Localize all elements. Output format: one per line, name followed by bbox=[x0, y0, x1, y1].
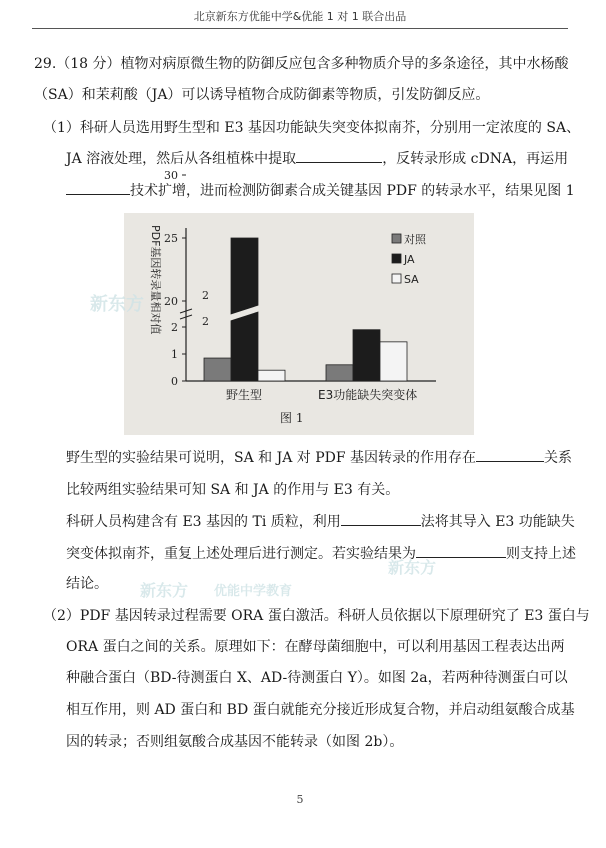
legend-swatch-sa bbox=[392, 274, 401, 283]
watermark-logo-1: 新东方 bbox=[90, 294, 144, 315]
bar-1-1 bbox=[353, 330, 380, 381]
y-tick-label: 1 bbox=[171, 348, 178, 361]
x-axis-labels bbox=[226, 387, 417, 402]
line-9-text-a: 突变体拟南芥，重复上述处理后进行测定。若实验结果为 bbox=[66, 546, 416, 562]
axis-break-label-2: 2 bbox=[202, 315, 209, 328]
answer-blank-3[interactable] bbox=[476, 447, 544, 462]
question-line-7: 比较两组实验结果可知 SA 和 JA 的作用与 E3 有关。 bbox=[66, 482, 400, 498]
x-label-wildtype: 野生型 bbox=[226, 388, 263, 402]
question-line-11: （2）PDF 基因转录过程需要 ORA 蛋白激活。科研人员依据以下原理研究了 E3 蛋白与 bbox=[43, 608, 590, 624]
answer-blank-4[interactable] bbox=[341, 511, 421, 526]
watermark-logo-2: 优能中学教育 bbox=[214, 584, 293, 599]
y-tick-label: 0 bbox=[171, 375, 178, 388]
legend-label-control: 对照 bbox=[404, 233, 426, 246]
page-number: 5 bbox=[296, 793, 304, 806]
legend bbox=[392, 232, 427, 286]
legend-label-ja: JA bbox=[404, 253, 415, 266]
question-line-4 bbox=[66, 148, 606, 169]
line-4-text-b: ，反转录形成 cDNA，再运用 bbox=[382, 151, 569, 167]
question-line-10: 结论。 bbox=[66, 576, 108, 592]
bar-1-2 bbox=[380, 342, 407, 381]
question-line-1: 29.（18 分）植物对病原微生物的防御反应包含多种物质介导的多条途径，其中水杨酸 bbox=[34, 56, 569, 72]
line-5-text: 技术扩增，进而检测防御素合成关键基因 PDF 的转录水平，结果见图 1 bbox=[130, 183, 575, 199]
y-axis-label: PDF基因转录量相对值 bbox=[149, 225, 162, 335]
answer-blank-2[interactable] bbox=[66, 180, 130, 195]
line-4-text-a: JA 溶液处理，然后从各组植株中提取 bbox=[66, 151, 297, 167]
y-tick-label: 20 bbox=[164, 295, 178, 308]
legend-label-sa: SA bbox=[404, 273, 419, 286]
y-tick-label: 2 bbox=[171, 321, 178, 334]
watermark-logo-4: 新东方 bbox=[388, 558, 437, 577]
page-header: 北京新东方优能中学&优能 1 对 1 联合出品 bbox=[193, 10, 407, 23]
line-6-text-b: 关系 bbox=[544, 450, 573, 466]
question-line-3: （1）科研人员选用野生型和 E3 基因功能缺失突变体拟南芥，分别用一定浓度的 SA、 bbox=[43, 120, 581, 136]
watermark-logo-3: 新东方 bbox=[140, 581, 189, 600]
bar-0-2 bbox=[258, 370, 285, 381]
line-8-text-b: 法将其导入 E3 功能缺失 bbox=[420, 514, 575, 530]
line-9-text-b: 则支持上述 bbox=[506, 546, 576, 562]
bar-1-0 bbox=[326, 365, 353, 381]
question-line-9 bbox=[66, 543, 606, 564]
question-line-12: ORA 蛋白之间的关系。原理如下：在酵母菌细胞中，可以利用基因工程表达出两 bbox=[66, 639, 565, 655]
question-line-13: 种融合蛋白（BD-待测蛋白 X、AD-待测蛋白 Y）。如图 2a，若两种待测蛋白可以 bbox=[66, 670, 568, 686]
question-line-8 bbox=[66, 511, 606, 532]
header-rule bbox=[32, 28, 568, 29]
question-line-6 bbox=[66, 447, 606, 468]
answer-blank-1[interactable] bbox=[296, 148, 382, 163]
legend-swatch-ja bbox=[392, 254, 401, 263]
line-6-text-a: 野生型的实验结果可说明，SA 和 JA 对 PDF 基因转录的作用存在 bbox=[66, 450, 477, 466]
question-line-14: 相互作用，则 AD 蛋白和 BD 蛋白就能充分接近形成复合物，并启动组氨酸合成基 bbox=[66, 702, 575, 718]
question-line-2: （SA）和茉莉酸（JA）可以诱导植物合成防御素等物质，引发防御反应。 bbox=[34, 87, 490, 103]
question-line-15: 因的转录；否则组氨酸合成基因不能转录（如图 2b）。 bbox=[66, 734, 404, 750]
y-tick-label: 25 bbox=[164, 232, 178, 245]
x-label-mutant: E3功能缺失突变体 bbox=[318, 388, 418, 402]
line-8-text-a: 科研人员构建含有 E3 基因的 Ti 质粒，利用 bbox=[66, 514, 341, 530]
y-tick-label: 30 bbox=[164, 169, 178, 182]
bar-0-0 bbox=[204, 358, 231, 381]
legend-swatch-control bbox=[392, 234, 401, 243]
question-line-5 bbox=[66, 180, 606, 201]
figure-caption: 图 1 bbox=[280, 411, 304, 425]
axis-break-label-1: 2 bbox=[202, 289, 209, 302]
